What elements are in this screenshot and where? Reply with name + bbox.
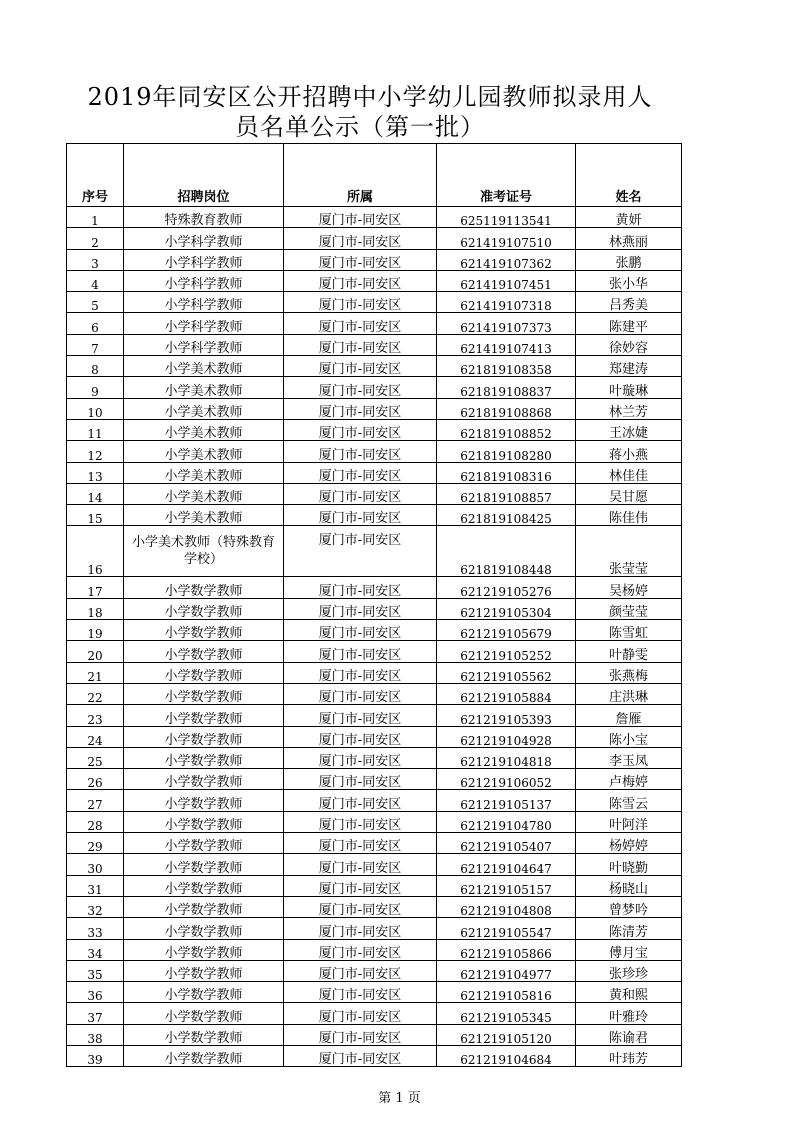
cell-position: 小学美术教师 <box>124 441 284 462</box>
table-row <box>67 811 682 832</box>
header-exam-ticket-number: 准考证号 <box>437 144 576 207</box>
table-row <box>67 207 682 228</box>
cell-affiliation: 厦门市-同安区 <box>284 662 437 683</box>
cell-name: 陈清芳 <box>576 918 682 939</box>
cell-exam-ticket-number: 621219105884 <box>437 683 576 704</box>
cell-name: 黄妍 <box>576 207 682 228</box>
cell-affiliation: 厦门市-同安区 <box>284 228 437 249</box>
table-row <box>67 960 682 981</box>
cell-exam-ticket-number: 621219104818 <box>437 747 576 768</box>
table-row <box>67 896 682 917</box>
cell-exam-ticket-number: 621819108316 <box>437 462 576 483</box>
cell-position: 小学科学教师 <box>124 228 284 249</box>
cell-name: 陈建平 <box>576 313 682 334</box>
cell-position: 小学美术教师 <box>124 398 284 419</box>
cell-name: 叶璇琳 <box>576 377 682 398</box>
cell-name: 张燕梅 <box>576 662 682 683</box>
table-row <box>67 662 682 683</box>
cell-serial-number: 14 <box>67 483 124 504</box>
table-row <box>67 620 682 641</box>
table-row <box>67 705 682 726</box>
cell-affiliation: 厦门市-同安区 <box>284 398 437 419</box>
cell-serial-number: 15 <box>67 505 124 526</box>
table-row <box>67 462 682 483</box>
cell-serial-number: 6 <box>67 313 124 334</box>
table-row <box>67 505 682 526</box>
cell-serial-number: 17 <box>67 577 124 598</box>
cell-name: 杨婷婷 <box>576 833 682 854</box>
cell-affiliation: 厦门市-同安区 <box>284 356 437 377</box>
cell-exam-ticket-number: 621219105304 <box>437 598 576 619</box>
cell-serial-number: 29 <box>67 833 124 854</box>
cell-affiliation: 厦门市-同安区 <box>284 577 437 598</box>
cell-affiliation: 厦门市-同安区 <box>284 1045 437 1066</box>
table-row <box>67 1003 682 1024</box>
cell-position: 小学科学教师 <box>124 249 284 270</box>
cell-name: 曾梦吟 <box>576 896 682 917</box>
cell-serial-number: 32 <box>67 896 124 917</box>
cell-position: 小学数学教师 <box>124 811 284 832</box>
table-row <box>67 483 682 504</box>
cell-affiliation: 厦门市-同安区 <box>284 918 437 939</box>
cell-exam-ticket-number: 621819108868 <box>437 398 576 419</box>
cell-serial-number: 35 <box>67 960 124 981</box>
table-row <box>67 982 682 1003</box>
cell-serial-number: 1 <box>67 207 124 228</box>
cell-exam-ticket-number: 621419107318 <box>437 292 576 313</box>
cell-serial-number: 20 <box>67 641 124 662</box>
table-row <box>67 747 682 768</box>
cell-position: 小学数学教师 <box>124 896 284 917</box>
cell-position: 小学科学教师 <box>124 334 284 355</box>
cell-position: 小学科学教师 <box>124 292 284 313</box>
cell-name: 颜莹莹 <box>576 598 682 619</box>
cell-name: 张珍珍 <box>576 960 682 981</box>
cell-affiliation: 厦门市-同安区 <box>284 875 437 896</box>
cell-name: 吴杨婷 <box>576 577 682 598</box>
cell-name: 王冰婕 <box>576 419 682 440</box>
cell-exam-ticket-number: 621219104684 <box>437 1045 576 1066</box>
cell-exam-ticket-number: 621419107413 <box>437 334 576 355</box>
cell-exam-ticket-number: 621219106052 <box>437 769 576 790</box>
cell-affiliation: 厦门市-同安区 <box>284 292 437 313</box>
cell-position: 小学数学教师 <box>124 598 284 619</box>
cell-position: 特殊教育教师 <box>124 207 284 228</box>
cell-affiliation: 厦门市-同安区 <box>284 620 437 641</box>
cell-serial-number: 9 <box>67 377 124 398</box>
cell-serial-number: 7 <box>67 334 124 355</box>
cell-serial-number: 26 <box>67 769 124 790</box>
table-row <box>67 769 682 790</box>
table-row <box>67 726 682 747</box>
cell-name: 吴甘愿 <box>576 483 682 504</box>
cell-affiliation: 厦门市-同安区 <box>284 854 437 875</box>
cell-serial-number: 11 <box>67 419 124 440</box>
cell-name: 叶晓勤 <box>576 854 682 875</box>
cell-exam-ticket-number: 621219104808 <box>437 896 576 917</box>
cell-serial-number: 5 <box>67 292 124 313</box>
cell-name: 叶静雯 <box>576 641 682 662</box>
cell-serial-number: 36 <box>67 982 124 1003</box>
cell-serial-number: 4 <box>67 270 124 291</box>
cell-affiliation: 厦门市-同安区 <box>284 598 437 619</box>
cell-serial-number: 19 <box>67 620 124 641</box>
table-row <box>67 577 682 598</box>
page-number: 第 1 页 <box>378 1091 421 1106</box>
cell-serial-number: 21 <box>67 662 124 683</box>
cell-affiliation: 厦门市-同安区 <box>284 811 437 832</box>
table-row <box>67 683 682 704</box>
cell-name: 张莹莹 <box>576 526 682 577</box>
cell-affiliation: 厦门市-同安区 <box>284 790 437 811</box>
cell-position: 小学美术教师 <box>124 377 284 398</box>
cell-exam-ticket-number: 621219104928 <box>437 726 576 747</box>
cell-serial-number: 8 <box>67 356 124 377</box>
cell-exam-ticket-number: 621819108280 <box>437 441 576 462</box>
cell-name: 徐妙容 <box>576 334 682 355</box>
cell-serial-number: 18 <box>67 598 124 619</box>
cell-serial-number: 12 <box>67 441 124 462</box>
cell-affiliation: 厦门市-同安区 <box>284 526 437 577</box>
cell-exam-ticket-number: 621219104780 <box>437 811 576 832</box>
cell-serial-number: 2 <box>67 228 124 249</box>
table-row <box>67 833 682 854</box>
cell-exam-ticket-number: 621419107510 <box>437 228 576 249</box>
cell-name: 林兰芳 <box>576 398 682 419</box>
cell-exam-ticket-number: 621219104977 <box>437 960 576 981</box>
cell-position: 小学数学教师 <box>124 683 284 704</box>
cell-exam-ticket-number: 621819108448 <box>437 526 576 577</box>
cell-exam-ticket-number: 621419107362 <box>437 249 576 270</box>
cell-name: 傅月宝 <box>576 939 682 960</box>
applicant-table <box>66 143 682 1067</box>
table-row <box>67 441 682 462</box>
cell-exam-ticket-number: 621219105345 <box>437 1003 576 1024</box>
header-name: 姓名 <box>576 144 682 207</box>
cell-affiliation: 厦门市-同安区 <box>284 505 437 526</box>
cell-position: 小学科学教师 <box>124 270 284 291</box>
cell-position: 小学数学教师 <box>124 833 284 854</box>
cell-name: 庄洪琳 <box>576 683 682 704</box>
cell-name: 詹雁 <box>576 705 682 726</box>
cell-position: 小学数学教师 <box>124 790 284 811</box>
table-row <box>67 641 682 662</box>
cell-name: 张鹏 <box>576 249 682 270</box>
cell-exam-ticket-number: 621219105679 <box>437 620 576 641</box>
cell-name: 蒋小燕 <box>576 441 682 462</box>
cell-position: 小学数学教师 <box>124 747 284 768</box>
cell-affiliation: 厦门市-同安区 <box>284 747 437 768</box>
table-row <box>67 526 682 577</box>
cell-exam-ticket-number: 621819108852 <box>437 419 576 440</box>
cell-exam-ticket-number: 621419107451 <box>437 270 576 291</box>
cell-position: 小学数学教师 <box>124 577 284 598</box>
cell-position: 小学数学教师 <box>124 939 284 960</box>
cell-name: 陈佳伟 <box>576 505 682 526</box>
cell-name: 林燕丽 <box>576 228 682 249</box>
cell-name: 郑建涛 <box>576 356 682 377</box>
cell-serial-number: 24 <box>67 726 124 747</box>
cell-affiliation: 厦门市-同安区 <box>284 960 437 981</box>
cell-affiliation: 厦门市-同安区 <box>284 483 437 504</box>
cell-serial-number: 38 <box>67 1024 124 1045</box>
cell-exam-ticket-number: 621219105120 <box>437 1024 576 1045</box>
table-row <box>67 854 682 875</box>
table-row <box>67 249 682 270</box>
cell-affiliation: 厦门市-同安区 <box>284 769 437 790</box>
cell-serial-number: 25 <box>67 747 124 768</box>
table-row <box>67 270 682 291</box>
cell-exam-ticket-number: 621219105393 <box>437 705 576 726</box>
table-row <box>67 356 682 377</box>
table-row <box>67 292 682 313</box>
cell-serial-number: 37 <box>67 1003 124 1024</box>
cell-exam-ticket-number: 621219105407 <box>437 833 576 854</box>
cell-position: 小学数学教师 <box>124 875 284 896</box>
cell-position: 小学数学教师 <box>124 1024 284 1045</box>
cell-name: 陈雪虹 <box>576 620 682 641</box>
cell-position: 小学美术教师 <box>124 462 284 483</box>
table-row <box>67 398 682 419</box>
header-position: 招聘岗位 <box>124 144 284 207</box>
cell-affiliation: 厦门市-同安区 <box>284 441 437 462</box>
cell-position: 小学数学教师 <box>124 918 284 939</box>
cell-affiliation: 厦门市-同安区 <box>284 207 437 228</box>
cell-exam-ticket-number: 621819108425 <box>437 505 576 526</box>
table-row <box>67 1024 682 1045</box>
cell-position: 小学数学教师 <box>124 982 284 1003</box>
cell-serial-number: 13 <box>67 462 124 483</box>
cell-name: 叶雅玲 <box>576 1003 682 1024</box>
cell-affiliation: 厦门市-同安区 <box>284 896 437 917</box>
cell-serial-number: 30 <box>67 854 124 875</box>
table-row <box>67 939 682 960</box>
table-row <box>67 918 682 939</box>
cell-affiliation: 厦门市-同安区 <box>284 249 437 270</box>
cell-name: 陈雪云 <box>576 790 682 811</box>
cell-position: 小学美术教师 <box>124 419 284 440</box>
cell-serial-number: 22 <box>67 683 124 704</box>
cell-serial-number: 23 <box>67 705 124 726</box>
cell-affiliation: 厦门市-同安区 <box>284 1003 437 1024</box>
cell-position: 小学科学教师 <box>124 313 284 334</box>
cell-exam-ticket-number: 621419107373 <box>437 313 576 334</box>
cell-exam-ticket-number: 621219105276 <box>437 577 576 598</box>
document-title-line-1: 2019年同安区公开招聘中小学幼儿园教师拟录用人 <box>87 83 653 111</box>
cell-exam-ticket-number: 621219105866 <box>437 939 576 960</box>
cell-serial-number: 34 <box>67 939 124 960</box>
cell-serial-number: 27 <box>67 790 124 811</box>
cell-position: 小学数学教师 <box>124 1045 284 1066</box>
cell-exam-ticket-number: 621219105252 <box>437 641 576 662</box>
cell-serial-number: 39 <box>67 1045 124 1066</box>
cell-position: 小学数学教师 <box>124 854 284 875</box>
cell-affiliation: 厦门市-同安区 <box>284 705 437 726</box>
cell-position: 小学美术教师 <box>124 483 284 504</box>
cell-name: 林佳佳 <box>576 462 682 483</box>
cell-serial-number: 10 <box>67 398 124 419</box>
cell-affiliation: 厦门市-同安区 <box>284 1024 437 1045</box>
cell-serial-number: 28 <box>67 811 124 832</box>
cell-affiliation: 厦门市-同安区 <box>284 462 437 483</box>
cell-affiliation: 厦门市-同安区 <box>284 419 437 440</box>
cell-position: 小学美术教师（特殊教育学校） <box>124 526 284 577</box>
table-row <box>67 1045 682 1066</box>
cell-serial-number: 3 <box>67 249 124 270</box>
cell-name: 杨晓山 <box>576 875 682 896</box>
cell-affiliation: 厦门市-同安区 <box>284 377 437 398</box>
cell-position: 小学数学教师 <box>124 1003 284 1024</box>
table-row <box>67 875 682 896</box>
cell-position: 小学数学教师 <box>124 726 284 747</box>
cell-exam-ticket-number: 621219105137 <box>437 790 576 811</box>
cell-exam-ticket-number: 621219104647 <box>437 854 576 875</box>
cell-affiliation: 厦门市-同安区 <box>284 334 437 355</box>
cell-position: 小学数学教师 <box>124 662 284 683</box>
cell-name: 陈谕君 <box>576 1024 682 1045</box>
cell-name: 吕秀美 <box>576 292 682 313</box>
cell-exam-ticket-number: 621819108358 <box>437 356 576 377</box>
cell-serial-number: 16 <box>67 526 124 577</box>
cell-name: 卢梅婷 <box>576 769 682 790</box>
cell-exam-ticket-number: 621219105547 <box>437 918 576 939</box>
cell-affiliation: 厦门市-同安区 <box>284 313 437 334</box>
table-row <box>67 598 682 619</box>
cell-exam-ticket-number: 621219105562 <box>437 662 576 683</box>
cell-name: 李玉凤 <box>576 747 682 768</box>
table-row <box>67 313 682 334</box>
cell-exam-ticket-number: 621219105816 <box>437 982 576 1003</box>
cell-position: 小学美术教师 <box>124 505 284 526</box>
header-serial-number: 序号 <box>67 144 124 207</box>
cell-affiliation: 厦门市-同安区 <box>284 833 437 854</box>
header-affiliation: 所属 <box>284 144 437 207</box>
cell-name: 张小华 <box>576 270 682 291</box>
cell-affiliation: 厦门市-同安区 <box>284 982 437 1003</box>
document-title-line-2: 员名单公示（第一批） <box>235 113 485 141</box>
cell-name: 黄和熙 <box>576 982 682 1003</box>
cell-name: 叶阿洋 <box>576 811 682 832</box>
cell-affiliation: 厦门市-同安区 <box>284 641 437 662</box>
cell-exam-ticket-number: 621819108837 <box>437 377 576 398</box>
table-header-row <box>67 144 682 207</box>
cell-exam-ticket-number: 621819108857 <box>437 483 576 504</box>
cell-name: 叶玮芳 <box>576 1045 682 1066</box>
cell-affiliation: 厦门市-同安区 <box>284 939 437 960</box>
cell-affiliation: 厦门市-同安区 <box>284 726 437 747</box>
table-row <box>67 419 682 440</box>
table-row <box>67 228 682 249</box>
cell-affiliation: 厦门市-同安区 <box>284 683 437 704</box>
cell-position: 小学数学教师 <box>124 620 284 641</box>
cell-affiliation: 厦门市-同安区 <box>284 270 437 291</box>
cell-exam-ticket-number: 621219105157 <box>437 875 576 896</box>
cell-position: 小学数学教师 <box>124 769 284 790</box>
cell-serial-number: 31 <box>67 875 124 896</box>
cell-position: 小学数学教师 <box>124 705 284 726</box>
cell-name: 陈小宝 <box>576 726 682 747</box>
table-row <box>67 334 682 355</box>
cell-exam-ticket-number: 625119113541 <box>437 207 576 228</box>
cell-position: 小学数学教师 <box>124 960 284 981</box>
table-row <box>67 377 682 398</box>
cell-serial-number: 33 <box>67 918 124 939</box>
cell-position: 小学数学教师 <box>124 641 284 662</box>
cell-position: 小学美术教师 <box>124 356 284 377</box>
table-row <box>67 790 682 811</box>
